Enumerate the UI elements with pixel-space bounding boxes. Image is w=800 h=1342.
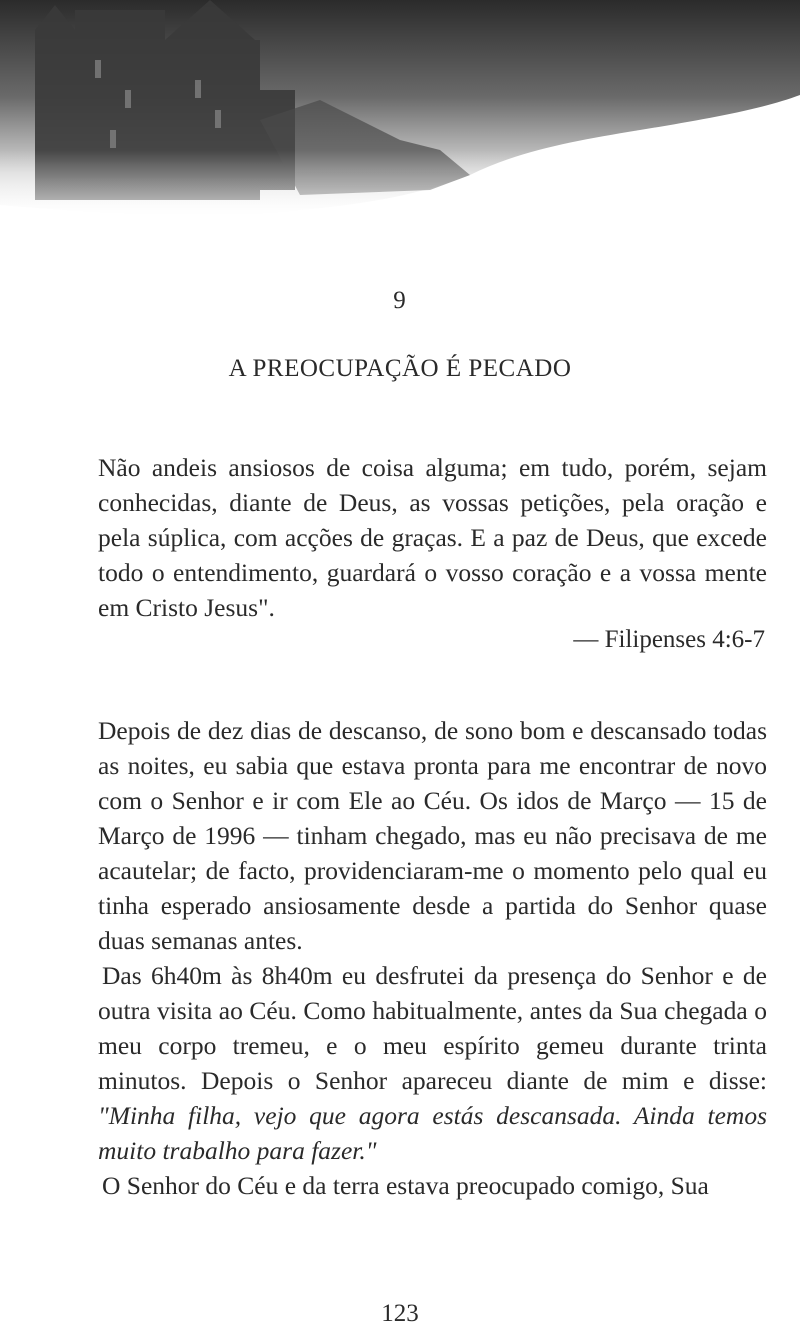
- paragraph: O Senhor do Céu e da terra estava preocupado comigo, Sua: [102, 1171, 709, 1200]
- paragraph: [98, 958, 767, 1168]
- castle-illustration: [0, 0, 800, 240]
- paragraph-text: Das 6h40m às 8h40m eu desfrutei da presença do Senhor e de outra visita ao Céu. Como habitualmente, antes da Sua chegada o meu corpo tremeu, e o meu espírito gemeu durante trinta minutos. Depois o Senhor apareceu diante de mim e disse:: [98, 961, 767, 1095]
- page-number: 123: [381, 1300, 419, 1327]
- paragraph: Depois de dez dias de descanso, de sono bom e descansado todas as noites, eu sabia que estava pronta para me encontrar de novo com o Senhor e ir com Ele ao Céu. Os idos de Março — 15 de Março de 1996 — tinham chegado, mas eu não precisava de me acautelar; de facto, providenciaram-me o momento pelo qual eu tinha esperado ansiosamente desde a partida do Senhor quase duas semanas antes.: [98, 716, 767, 955]
- quoted-speech: "Minha filha, vejo que agora estás descansada. Ainda temos muito trabalho para fazer.": [98, 1101, 767, 1165]
- body-text: [98, 713, 767, 1203]
- epigraph-text: Não andeis ansiosos de coisa alguma; em tudo, porém, sejam conhecidas, diante de Deus, as vossas petições, pela oração e pela súplica, com acções de graças. E a paz de Deus, que excede todo o entendimento, guardará o vosso coração e a vossa mente em Cristo Jesus".: [98, 453, 767, 622]
- epigraph-source: — Filipenses 4:6-7: [573, 626, 765, 653]
- chapter-number: 9: [393, 287, 407, 314]
- chapter-title: A PREOCUPAÇÃO É PECADO: [228, 355, 572, 382]
